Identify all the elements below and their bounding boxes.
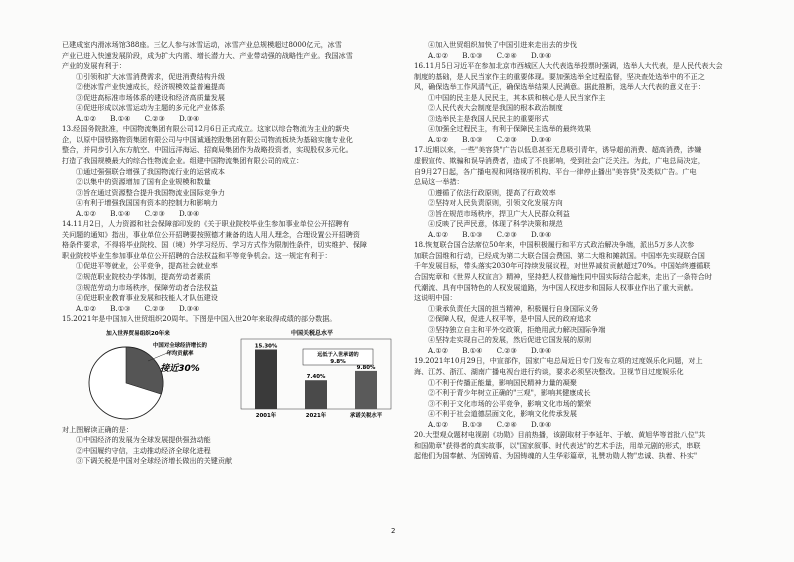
answer-option-line: ①秉承负责任大国的担当精神，积极履行自身国际义务 <box>428 303 599 313</box>
text-line: 产业已进入快速发展阶段，成为扩大内需、增长潜力大、产业带动强的战略性产业。我国冰雪 <box>62 50 353 60</box>
bar-2 <box>355 371 377 409</box>
text-line: 17.近期以来，一些"美容贷"广告以低息甚至无息吸引青年，诱导超前消费、超高消费，涉嫌 <box>414 145 702 155</box>
page-number: 2 <box>391 527 396 535</box>
bar-chart-title: 中国关税总水平 <box>290 329 334 337</box>
text-line: 对上图解读正确的是： <box>62 424 133 434</box>
text-line: 合国宪章和《世界人权宣言》精神，坚持把人权普遍性同中国实际结合起来，走出了一条符合时 <box>414 272 712 282</box>
answer-option-line: ②人民代表大会制度是我国的根本政治制度 <box>428 103 563 113</box>
answer-option-line: ②保障人权，促进人权平等，是中国人民的政府追求 <box>428 314 592 324</box>
text-line: 代潮流、具有中国特色的人权发展道路，为中国人权进步和国际人权事业作出了重大贡献。 <box>414 282 698 292</box>
answer-option-line: ④反映了民声民意，体现了科学决策和规范 <box>428 219 563 229</box>
answer-option-line: ④不利于社会道德层面文化，影响文化传承发展 <box>428 409 577 419</box>
bar-value-label-2: 9.80% <box>356 364 376 371</box>
answer-option-line: A.①② B.①④ C.②③ D.③④ <box>76 208 200 218</box>
answer-option-line: ③下调关税是中国对全球经济增长做出的关键贡献 <box>76 456 233 466</box>
text-line: 14.11月2日，人力资源和社会保障部印发的《关于职业院校毕业生参加事业单位公开招聘有 <box>62 219 350 229</box>
text-line: 这说明中国： <box>414 293 457 303</box>
pie-chart <box>76 327 214 423</box>
right-column <box>414 40 744 462</box>
text-line: 和国勋章"获得者的真实故事，以"国家叙事、时代表达"的艺术手法，用单元剧的形式，串联 <box>414 440 701 450</box>
text-line: 企，以原中国铁路物资集团有限公司与中国诚通控股集团有限公司物流板块为基础实施专业化 <box>62 134 353 144</box>
answer-option-line: ②以集中的资源增加了国有企业规模和数量 <box>76 177 211 187</box>
tariff-bar-chart <box>227 327 397 423</box>
answer-option-line: ①中国的民主是人民民主，其本质和核心是人民当家作主 <box>428 92 606 102</box>
answer-option-line: ③规范劳动力市场秩序，保障劳动者合法权益 <box>76 282 218 292</box>
text-line: 产业的发展有利于： <box>62 61 126 71</box>
left-text-block-b <box>62 425 392 467</box>
left-text-block-a <box>62 40 392 325</box>
answer-option-line: A.①② B.①③ C.②③ D.③④ <box>428 134 552 144</box>
answer-option-line: A.①② B.①③ C.②④ D.③④ <box>428 419 552 429</box>
answer-option-line: ④有利于增强我国国有资本的控制力和影响力 <box>76 198 218 208</box>
bar-category-label-0: 2001年 <box>255 412 277 419</box>
text-line: 海、江苏、浙江、湖南广播电视台进行约谈，要求必须坚决整改。卫视节目过度娱乐化 <box>414 366 684 376</box>
bar-value-label-0: 15.30% <box>254 343 278 350</box>
text-line: 整合，并同步引入东方航空、中国远洋海运、招商局集团作为战略投资者，实现股权多元化。 <box>62 145 353 155</box>
answer-option-line: ②使冰雪产业快速成长，经济规模效益普遍提高 <box>76 82 225 92</box>
left-column <box>62 40 392 467</box>
answer-option-line: ②不利于青少年树立正确的"三观"，影响其健康成长 <box>428 388 591 398</box>
pie-value-label: 接近30% <box>160 363 200 374</box>
answer-option-line: ③坚持独立自主和平外交政策，拒绝用武力解决国际争端 <box>428 324 606 334</box>
text-line: 格条件要求，不得将毕业院校、国（境）外学习经历、学习方式作为限制性条件，切实维护、保障 <box>62 240 368 250</box>
text-line: 13.经国务院批准，中国物流集团有限公司12月6日正式成立。这家以综合物流为主业的新央 <box>62 124 350 134</box>
answer-option-line: ②规范职业院校办学体制，提高劳动者素质 <box>76 272 211 282</box>
answer-option-line: ④坚持走实现自己的发展，然后促进它国发展的原则 <box>428 335 592 345</box>
answer-option-line: ①中国经济的发展为全球发展提供强劲动能 <box>76 435 211 445</box>
answer-option-line: ④促进形成以冰雪运动为主题的多元化产业体系 <box>76 103 225 113</box>
text-line: 职业院校毕业生参加事业单位公开招聘的合法权益和平等竞争机会。这一规定有利于： <box>62 250 332 260</box>
pie-caption-2: 年均贡献率 <box>166 350 194 357</box>
text-line: 风，确保选举工作风清气正，确保选举结果人民满意。据此推断，选举人大代表的意义在于： <box>414 82 705 92</box>
text-line: 总局这一举措： <box>414 177 464 187</box>
answer-option-line: ①遵循了依法行政原则，提高了行政效率 <box>428 187 556 197</box>
bar-0 <box>255 349 277 409</box>
answer-option-line: ③旨在规范市场秩序，捍卫广大人民群众利益 <box>428 208 570 218</box>
answer-option-line: ④加入世贸组织加快了中国引进来走出去的步伐 <box>428 40 577 49</box>
answer-option-line: A.①② B.①③ C.②③ D.③④ <box>428 229 552 239</box>
text-line: 打造了我国规模最大的综合性物流企业。组建中国物流集团有限公司的成立： <box>62 156 304 166</box>
answer-option-line: ①不利于传播正能量，影响国民精神力量的凝聚 <box>428 377 577 387</box>
text-line: 起他们为国奉献、为国铸盾、为国铸魂的人生华彩篇章，礼赞功勋人物"忠诚、执着、朴实" <box>414 451 698 461</box>
text-line: 加联合国维和行动，已经成为第二大联合国会费国、第二大维和摊款国。中国率先实现联合国 <box>414 250 705 260</box>
answer-option-line: A.①② B.①③ C.②④ D.③④ <box>428 50 552 60</box>
text-line: 关问题的通知》指出，事业单位公开招聘要按照德才兼备的选人用人理念，合理设置公开招聘资 <box>62 229 360 239</box>
answer-option-line: ③旨在通过资源整合提升我国物流业国际竞争力 <box>76 187 225 197</box>
answer-option-line: A.①② B.①④ C.②③ D.③④ <box>76 113 200 123</box>
bar-category-label-1: 2021年 <box>305 412 327 419</box>
bar-annotation-2: 9.8% <box>330 358 346 365</box>
text-line: 20.大型观众题材电视剧《功勋》目前热播，该剧取材于李延年、于敏、黄旭华等首批八位"共 <box>414 430 706 440</box>
text-line: 千年发展目标，带头落实2030年可持续发展议程，对世界减贫贡献超过70%。中国始终遵循联 <box>414 261 711 271</box>
text-line: 虚假宣传、欺骗和误导消费者，造成了不良影响，受到社会广泛关注。为此，广电总局决定， <box>414 156 705 166</box>
text-line: 已建成室内滑冰场馆388座。三亿人参与冰雪运动，冰雪产业总规模超过8000亿元，冰雪 <box>62 40 342 49</box>
answer-option-line: ①通过强强联合增强了我国物流行业的运营成本 <box>76 166 225 176</box>
answer-option-line: ①引领和扩大冰雪消费需求，促进消费结构升级 <box>76 71 225 81</box>
text-line: 15.2021年是中国加入世贸组织20周年。下图是中国入世20年来取得成绩的部分数据。 <box>62 314 337 324</box>
answer-option-line: A.①② B.①③ C.②③ D.③④ <box>76 303 200 313</box>
bar-1 <box>305 380 327 409</box>
answer-option-line: ③选举民主是我国人民民主的重要形式 <box>428 113 549 123</box>
answer-option-line: ①促进平等就业，公平竞争，提高社会就业率 <box>76 261 218 271</box>
answer-option-line: A.①② B.①④ C.②③ D.③④ <box>428 345 552 355</box>
answer-option-line: ③不利于文化市场的公平竞争，影响文化市场的繁荣 <box>428 398 592 408</box>
pie-caption-1: 中国对全球经济增长的 <box>153 342 207 349</box>
text-line: 18.恢复联合国合法席位50年来，中国积极履行和平方式政治解决争端，派出5万多人次参 <box>414 240 695 250</box>
right-text-block <box>414 40 744 462</box>
answer-option-line: ④加强全过程民主，有利于保障民主选举的最终效果 <box>428 124 592 134</box>
text-line: 19.2021年10月29日，中宣部作，国家广电总局近日专门发布立项的过度娱乐化问题，对上 <box>414 356 703 366</box>
answer-option-line: ③促进高标准市场体系的建设和经济高质量发展 <box>76 92 225 102</box>
q15-figure <box>62 327 392 423</box>
answer-option-line: ④促进职业教育事业发展和技能人才队伍建设 <box>76 293 218 303</box>
bar-annotation-1: 远低于入世承诺的 <box>317 351 359 358</box>
answer-option-line: ②中国履约守信，主动推动经济全球化进程 <box>76 445 211 455</box>
bar-value-label-1: 7.40% <box>306 373 326 380</box>
bar-category-label-2: 承诺关税水平 <box>349 412 383 419</box>
text-line: 制度的基础，是人民当家作主的重要体现。要加强选举全过程监督，坚决查处选举中的不正之 <box>414 71 705 81</box>
answer-option-line: ②坚持对人民负责原则，引领文化发展方向 <box>428 198 563 208</box>
text-line: 自9月27日起，各广播电视和网络视听机构、平台一律停止播出"美容贷"及类似广告。广电 <box>414 166 697 176</box>
pie-title: 加入世界贸易组织20年来 <box>106 330 170 337</box>
text-line: 16.11月5日习近平在参加北京市西城区人大代表选举投票时强调，选举人大代表，是人民代表大会 <box>414 61 723 71</box>
